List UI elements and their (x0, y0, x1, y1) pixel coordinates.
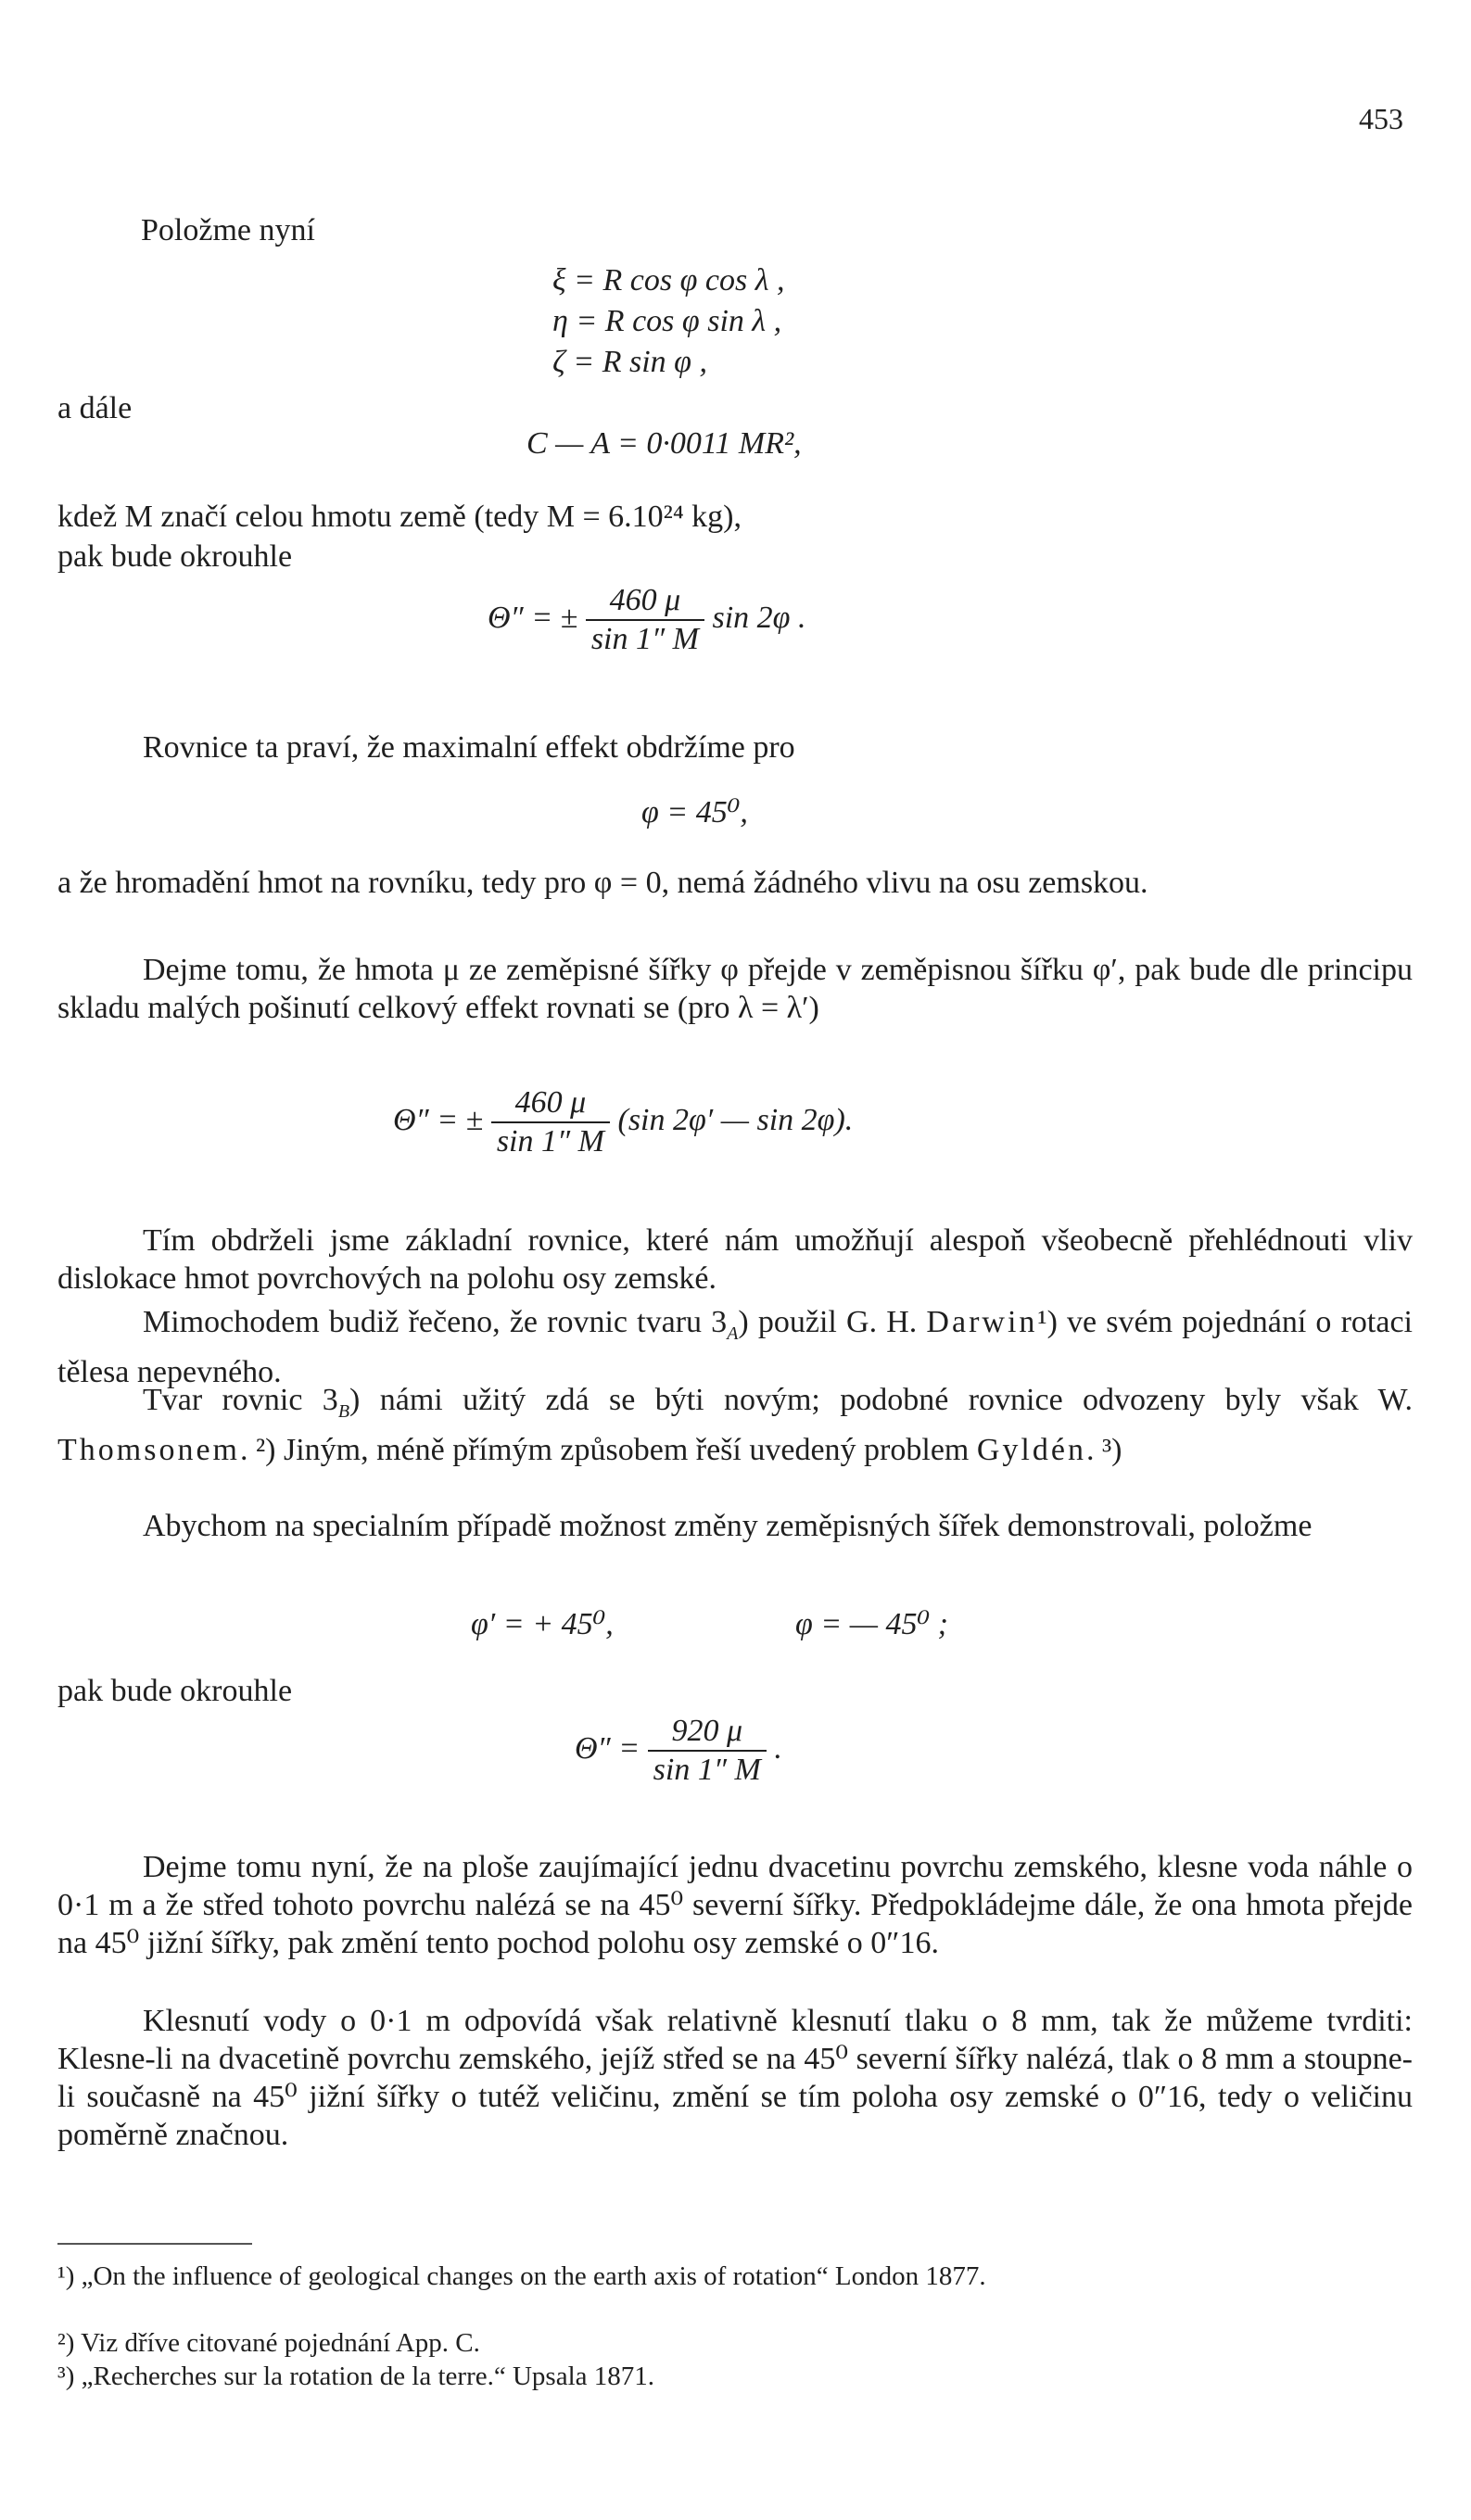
fraction-3-denominator: sin 1″ M (653, 1753, 761, 1787)
paragraph-thomson-subscript: B (337, 1400, 350, 1422)
author-thomson: Thomsonem (57, 1432, 240, 1467)
equation-case-1: φ′ = + 45⁰, (471, 1607, 614, 1641)
fraction-2 (491, 1084, 610, 1160)
paragraph-mass: kdež M značí celou hmotu země (tedy M = 6.10²⁴ kg), (57, 500, 742, 534)
footnote-2: ²) Viz dříve citované pojednání App. C. (57, 2328, 480, 2358)
equation-theta-2 (393, 1084, 853, 1160)
paragraph-approx: pak bude okrouhle (57, 539, 293, 574)
paragraph-maximum: Rovnice ta praví, že maximalní effekt obdržíme pro (143, 730, 795, 765)
equation-zeta: ζ = R sin φ , (552, 345, 707, 379)
paragraph-shift: Dejme tomu, že hmota μ ze zeměpisné šířky φ přejde v zeměpisnou šířku φ′, pak bude dle principu skladu malých pošinutí celkový effekt rovnati se (pro λ = λ′) (57, 953, 1413, 1025)
fraction-2-denominator: sin 1″ M (496, 1124, 604, 1159)
fraction-3 (648, 1713, 767, 1789)
author-darwin: Darwin (926, 1305, 1038, 1339)
equation-theta-1 (488, 582, 806, 658)
equation-theta-3-rhs: . (774, 1730, 782, 1766)
fraction-1 (586, 582, 704, 658)
equation-theta-1-lhs: Θ″ = ± (488, 600, 578, 635)
paragraph-darwin-text-2: ) použil G. H. (738, 1305, 927, 1339)
paragraph-pressure: Klesnutí vody o 0·1 m odpovídá však relativně klesnutí tlaku o 8 mm, tak že můžeme tvrditi: Klesne-li na dvacetině povrchu zemského, jejíž střed se na 45⁰ severní šířky nalézá, tlak o 8 mm a stoupne-li současně na 45⁰ jižní šířky o tutéž veličinu, změní se tím poloha osy zemské o 0″16, tedy o veličinu poměrně značnou. (57, 2004, 1413, 2152)
fraction-2-numerator: 460 μ (491, 1084, 610, 1123)
equation-theta-3 (575, 1713, 782, 1789)
footnote-1: ¹) „On the influence of geological changes on the earth axis of rotation“ London 1877. (57, 2261, 986, 2291)
fraction-3-numerator: 920 μ (648, 1713, 767, 1752)
paragraph-thomson-text-1: Tvar rovnic 3 (143, 1383, 338, 1417)
equation-theta-2-rhs: (sin 2φ′ — sin 2φ). (617, 1102, 854, 1137)
paragraph-darwin-subscript: A (727, 1323, 739, 1344)
footnote-3: ³) „Recherches sur la rotation de la terre.“ Upsala 1871. (57, 2362, 655, 2391)
paragraph-darwin-text-1: Mimochodem budiž řečeno, že rovnic tvaru 3 (143, 1305, 728, 1339)
page-number: 453 (1359, 102, 1403, 135)
footnote-rule (57, 2243, 252, 2245)
paragraph-water: Dejme tomu nyní, že na ploše zaujímající jednu dvacetinu povrchu zemského, klesne voda náhle o 0·1 m a že střed tohoto povrchu nalézá se na 45⁰ severní šířky. Předpokládejme dále, že ona hmota přejde na 45⁰ jižní šířky, pak změní tento pochod polohu osy zemské o 0″16. (57, 1850, 1413, 1960)
equation-xi: ξ = R cos φ cos λ , (552, 263, 785, 298)
paragraph-special-case: Abychom na specialním případě možnost změny zeměpisných šířek demonstrovali, položme (143, 1509, 1312, 1543)
fraction-1-denominator: sin 1″ M (590, 622, 699, 656)
paragraph-thomson-text-3: . ²) Jiným, méně přímým způsobem řeší uvedený problem (239, 1432, 977, 1467)
fraction-1-numerator: 460 μ (586, 582, 704, 621)
paragraph-basic-equations: Tím obdrželi jsme základní rovnice, které nám umožňují alespoň všeobecně přehlédnouti vliv dislokace hmot povrchových na polohu osy zemské. (57, 1223, 1413, 1296)
equation-theta-1-rhs: sin 2φ . (712, 600, 806, 635)
paragraph-thomson (57, 1381, 1413, 1469)
paragraph-approx-2: pak bude okrouhle (57, 1674, 293, 1708)
and-label: a dále (57, 391, 133, 425)
paragraph-darwin (57, 1303, 1413, 1391)
intro-label: Položme nyní (141, 213, 315, 247)
paragraph-darwin-text-3: ¹) ve svém pojednání o rotaci tělesa nepevného. (57, 1305, 1413, 1389)
equation-case-2: φ = — 45⁰ ; (795, 1607, 948, 1641)
paragraph-equator: a že hromadění hmot na rovníku, tedy pro φ = 0, nemá žádného vlivu na osu zemskou. (57, 866, 1148, 900)
paragraph-thomson-text-4: . ³) (1085, 1432, 1122, 1467)
equation-phi-45: φ = 45⁰, (641, 795, 748, 829)
equation-theta-2-lhs: Θ″ = ± (393, 1102, 484, 1137)
equation-eta: η = R cos φ sin λ , (552, 304, 782, 338)
equation-theta-3-lhs: Θ″ = (575, 1730, 640, 1766)
equation-c-minus-a: C — A = 0·0011 MR², (526, 426, 802, 461)
paragraph-thomson-text-2: ) námi užitý zdá se býti novým; podobné rovnice odvozeny byly však W. (349, 1383, 1413, 1417)
author-gylden: Gyldén (976, 1432, 1086, 1467)
